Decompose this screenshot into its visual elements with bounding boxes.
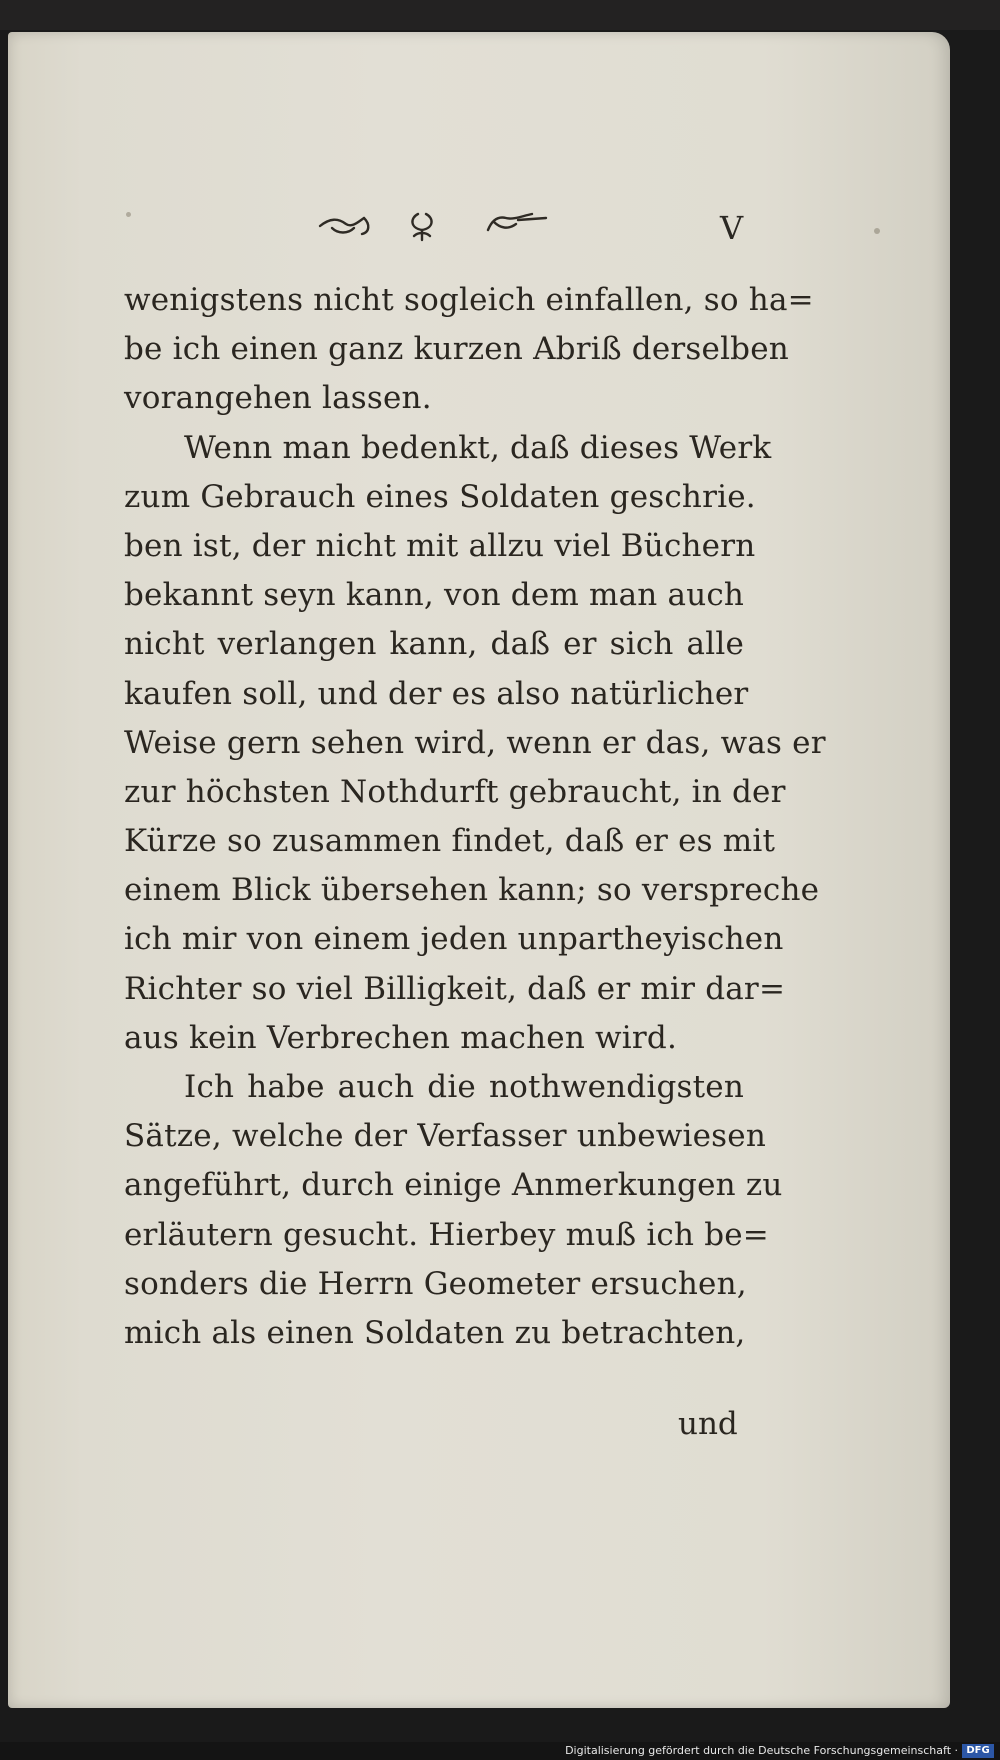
text-line: angeführt, durch einige Anmerkungen zu: [124, 1167, 783, 1204]
text-line: ben ist, der nicht mit allzu viel Büchern: [124, 527, 756, 564]
text-line: be ich einen ganz kurzen Abriß derselben: [124, 331, 789, 368]
text-line: aus kein Verbrechen machen wird.: [124, 1019, 678, 1056]
text-line: Sätze, welche der Verfasser unbewiesen: [124, 1118, 766, 1155]
fleuron-ornament-icon: [318, 208, 550, 242]
catchword: und: [678, 1406, 738, 1442]
text-line: kaufen soll, und der es also natürlicher: [124, 675, 749, 712]
text-line: zum Gebrauch eines Soldaten geschrie.: [124, 478, 756, 515]
page-number: V: [720, 209, 744, 247]
text-line: einem Blick übersehen kann; so verspreche: [124, 872, 820, 909]
text-line: ich mir von einem jeden unpartheyischen: [124, 921, 784, 958]
text-line: Wenn man bedenkt, daß dieses Werk: [184, 429, 772, 466]
text-line: nicht verlangen kann, daß er sich alle: [124, 626, 744, 663]
text-line: sonders die Herrn Geometer ersuchen,: [124, 1265, 747, 1302]
text-line: Kürze so zusammen findet, daß er es mit: [124, 823, 776, 860]
text-line: erläutern gesucht. Hierbey muß ich be=: [124, 1216, 769, 1253]
scan-border-top: [0, 0, 1000, 30]
text-line: Ich habe auch die nothwendigsten: [184, 1069, 744, 1105]
text-line: Weise gern sehen wird, wenn er das, was er: [124, 724, 826, 761]
dfg-logo: DFG: [962, 1744, 994, 1758]
body-text: [124, 276, 826, 1358]
text-line: bekannt seyn kann, von dem man auch: [124, 577, 745, 614]
page-header: [0, 208, 1000, 248]
text-line: Richter so viel Billigkeit, daß er mir dar=: [124, 970, 786, 1007]
text-line: wenigstens nicht sogleich einfallen, so ha=: [124, 282, 814, 318]
text-line: mich als einen Soldaten zu betrachten,: [124, 1314, 746, 1351]
text-line: zur höchsten Nothdurft gebraucht, in der: [124, 773, 786, 810]
digitization-credit: Digitalisierung gefördert durch die Deutsche Forschungsgemeinschaft ·: [565, 1744, 958, 1757]
text-line: vorangehen lassen.: [124, 380, 432, 417]
